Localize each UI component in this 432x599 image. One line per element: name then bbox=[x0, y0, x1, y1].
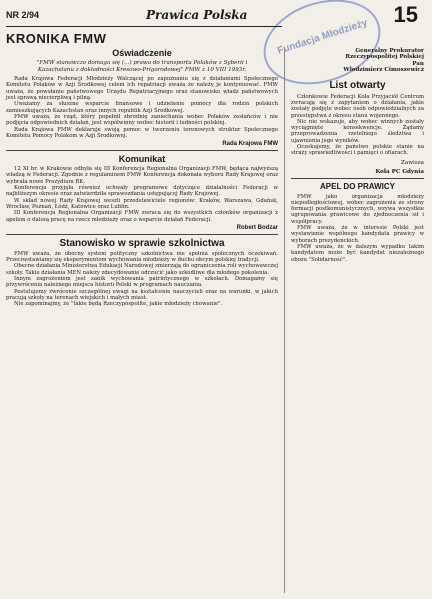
heading-komunikat: Komunikat bbox=[118, 154, 166, 165]
paragraph: Obecne działania Ministerstwa Edukacji Narodowej zmierzają do ograniczenia roli wychowawczej szkoły. Takie działania MEN należy zdecydowanie odrzucić jako szkodliwe dla młodego pokolenia. bbox=[6, 263, 278, 276]
paragraph: Konferencja przyjęła również uchwały programowe dotyczące działalności Federacji w najbliższym okresie oraz zatwierdziła sprawozdania ustępującej Rady Krajowej. bbox=[6, 185, 278, 198]
paragraph: 12 XI br. w Krakowie odbyła się III Konferencja Regionalna Organizacji FMW, będąca najwyższą władzą w Federacji. Zgodnie z regulaminem FMW Konferencja dokonała wyboru Rady Krajowej oraz wybrała nowe Prezydium RK. bbox=[6, 166, 278, 185]
right-column bbox=[284, 48, 424, 593]
left-column bbox=[6, 48, 278, 593]
signature-kolo: Koła PC Gdynia bbox=[375, 168, 424, 175]
paragraph: Nic nie wskazuje, aby wobec winnych zostały wyciągnięte konsekwencje. Żądamy przeprowadzenia rzetelnego śledztwa i ujawnienia jego wyników. bbox=[291, 118, 424, 144]
addressee-line: Generalny Prokurator bbox=[355, 48, 424, 54]
heading-oswiadczenie: Oświadczenie bbox=[112, 48, 172, 58]
paragraph: FMW uważa, że rząd, który popełnił zbrodnię zaniechania wobec Polaków zesłańców i nie podjęcia odpowiednich działań, jest współwinny wobec historii i ludności polskiej. bbox=[6, 113, 278, 127]
signature-rada: Rada Krajowa FMW bbox=[222, 141, 278, 148]
paragraph: Innym zagrożeniem jest zanik wychowania patriotycznego w szkołach. Domagamy się przywrócenia należnego miejsca historii Polski w programach nauczania. bbox=[6, 276, 278, 289]
signature-bodzar: Robert Bodzar bbox=[236, 224, 278, 231]
heading-list-otwarty: List otwarty bbox=[329, 79, 386, 91]
signature-zawisza: Zawisza bbox=[401, 159, 424, 166]
paragraph: Uważamy za słuszne wsparcie finansowe i udzielenie pomocy dla rodzin polskich zamieszkujących Kazachstan oraz innych republik Azji Środkowej. bbox=[6, 101, 278, 114]
addressee-block bbox=[291, 48, 424, 74]
stamp-text: Fundacja Młodzieży bbox=[276, 17, 369, 57]
divider bbox=[6, 234, 278, 235]
page-number: 15 bbox=[393, 2, 418, 27]
heading-stanowisko: Stanowisko w sprawie szkolnictwa bbox=[59, 237, 225, 249]
paragraph: Nie zapominajmy, że "takie będą Rzeczypospolite, jakie młodzieży chowanie". bbox=[14, 301, 223, 308]
paragraph: Członkowie Federacji Koła Przyjaciół Centrum zwracają się z zapytaniem o działania, jakie zostały podjęte wobec osób odpowiedzialnych za przestępstwa z okresu stanu wojennego. bbox=[291, 93, 424, 119]
paragraph: Oczekujemy, że państwo polskie stanie na straży sprawiedliwości i pamięci o ofiarach. bbox=[291, 144, 424, 157]
masthead: Prawica Polska bbox=[146, 8, 248, 22]
quote-oswiadczenie: "FMW stanowczo domaga się (...) prawa do transportu Polaków z Syberii i Kazachstanu z dokładności Kresowo-Prigorodowej" FMW z 10 VIII 1993r. bbox=[36, 60, 248, 73]
paragraph: FMW jako organizacja młodzieży niepodległościowej, wobec zagrożenia ze strony formacji postkomunistycznych, wzywa wszystkie ugrupowania prawicowe do zjednoczenia sił i współpracy. bbox=[291, 193, 424, 225]
section-title-kronika: KRONIKA FMW bbox=[6, 31, 107, 46]
addressee-line: Rzeczypospolitej Polskiej bbox=[345, 54, 424, 61]
paragraph: W skład nowej Rady Krajowej weszli przedstawiciele regionów: Kraków, Warszawa, Gdańsk, Wrocław, Poznań, Łódź, Katowice oraz Lublin. bbox=[6, 197, 278, 210]
paragraph: Postulujemy zwrócenie szczególnej uwagi na kształcenie nauczycieli oraz na warunki, w jakich pracują szkoły na terenach wiejskich i małych miast. bbox=[6, 288, 278, 301]
heading-apel: APEL DO PRAWICY bbox=[320, 181, 395, 191]
issue-number: NR 2/94 bbox=[6, 10, 40, 20]
divider bbox=[291, 178, 424, 179]
header-rule bbox=[6, 26, 282, 27]
paragraph: FMW uważa, że w interesie Polski jest wystawienie wspólnego kandydata prawicy w wyborach prezydenckich. bbox=[291, 225, 424, 244]
paragraph: Rada Krajowa Federacji Młodzieży Walczącej po zapoznaniu się z działaniami Społecznego Komitetu Polaków w Azji Środkowej celem ich repatriacji uważa że należy je kontynuować. FMW uważa, że powołanie państwowego Urzędu Repatriacyjnego oraz stanowisko władz państwowych jest sprawą niecierpliwą i pilną. bbox=[6, 76, 278, 102]
paragraph: FMW uważa, że w dalszym wypadku takim kandydatem może być kandydat niezależnego obozu "Solidarność". bbox=[291, 243, 424, 263]
addressee-line: Włodzimierz Cimoszewicz bbox=[343, 67, 424, 74]
paragraph: Rada Krajowa FMW deklaruje swoją pomoc w tworzeniu terenowych struktur Społecznego Komitetu Pomocy Polakom w Azji Środkowej. bbox=[6, 126, 278, 139]
addressee-line: Pan bbox=[412, 60, 424, 67]
paragraph: FMW uważa, że obecny system polityczny szkolnictwa nie spełnia społecznych oczekiwań. Przeciwstawiamy się eksperymentom wychowania młodzieży w duchu obcym polskiej tradycji. bbox=[6, 250, 278, 264]
divider bbox=[6, 150, 278, 151]
paragraph: III Konferencja Regionalna Organizacji FMW zwraca się do wszystkich członków organizacji z apelem o dalszą pracę na rzecz młodzieży oraz o wsparcie działań Federacji. bbox=[6, 210, 278, 223]
